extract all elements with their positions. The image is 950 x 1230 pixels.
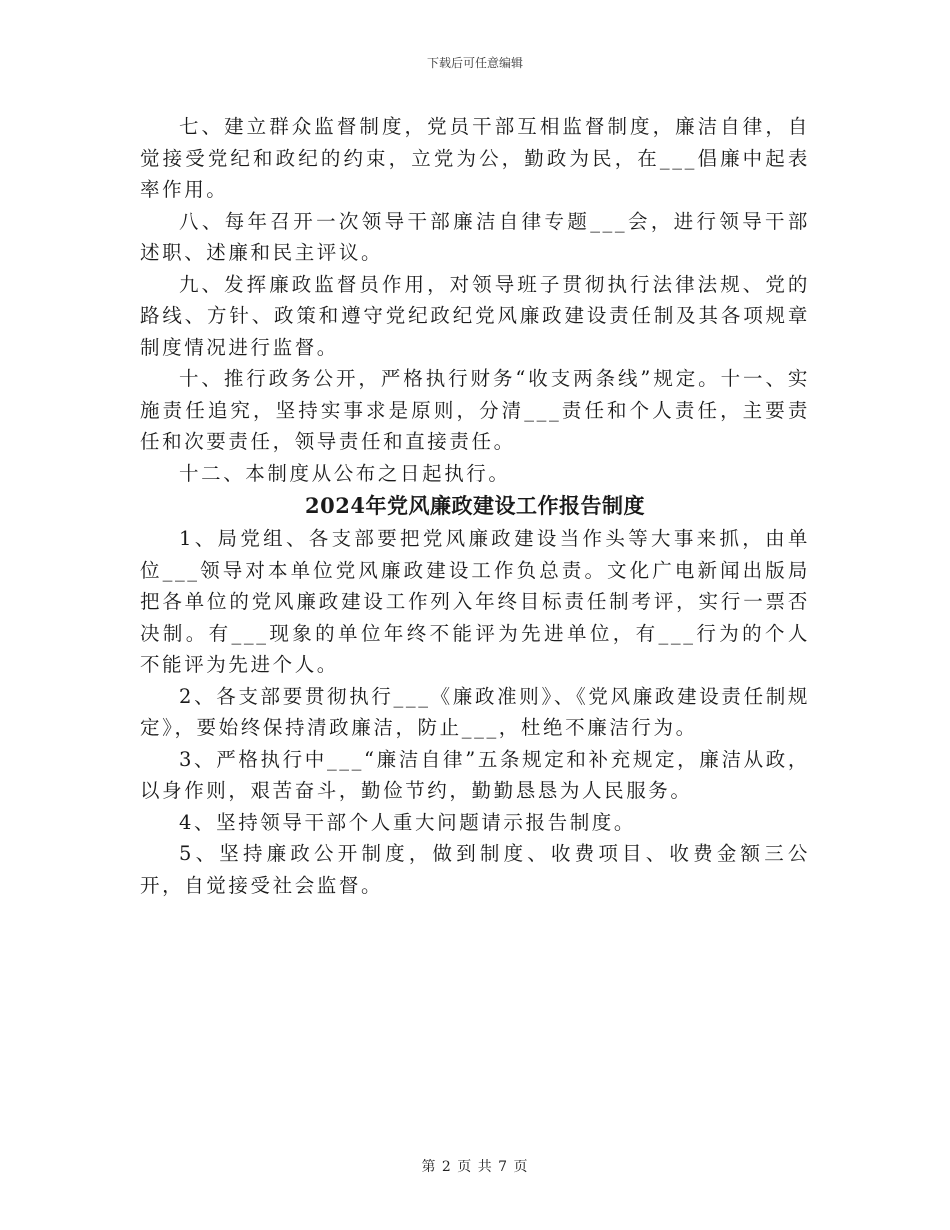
paragraph-rule-2: 2、各支部要贯彻执行___《廉政准则》、《党风廉政建设责任制规定》，要始终保持清政廉洁，防止___，杜绝不廉洁行为。 bbox=[140, 684, 810, 739]
paragraph-item-12: 十二、本制度从公布之日起执行。 bbox=[179, 461, 511, 485]
section-title: 2024年党风廉政建设工作报告制度 bbox=[305, 493, 645, 518]
paragraph-item-7: 七、建立群众监督制度，党员干部互相监督制度，廉洁自律，自觉接受党纪和政纪的约束，立党为公，勤政为民，在___倡廉中起表率作用。 bbox=[140, 115, 810, 201]
document-body bbox=[140, 111, 810, 901]
paragraph-rule-4: 4、坚持领导干部个人重大问题请示报告制度。 bbox=[179, 810, 637, 834]
page-footer: 第 2 页 共 7 页 bbox=[421, 1159, 529, 1175]
paragraph-item-9: 九、发挥廉政监督员作用，对领导班子贯彻执行法律法规、党的路线、方针、政策和遵守党纪政纪党风廉政建设责任制及其各项规章制度情况进行监督。 bbox=[140, 272, 810, 359]
page-header: 下载后可任意编辑 bbox=[426, 56, 523, 70]
paragraph-rule-5: 5、坚持廉政公开制度，做到制度、收费项目、收费金额三公开，自觉接受社会监督。 bbox=[140, 842, 810, 897]
paragraph-item-10-11: 十、推行政务公开，严格执行财务“收支两条线”规定。十一、实施责任追究，坚持实事求是原则，分清___责任和个人责任，主要责任和次要责任，领导责任和直接责任。 bbox=[140, 367, 810, 453]
paragraph-rule-3: 3、严格执行中___“廉洁自律”五条规定和补充规定，廉洁从政，以身作则，艰苦奋斗，勤俭节约，勤勤恳恳为人民服务。 bbox=[140, 747, 810, 802]
paragraph-rule-1: 1、局党组、各支部要把党风廉政建设当作头等大事来抓，由单位___领导对本单位党风廉政建设工作负总责。文化广电新闻出版局把各单位的党风廉政建设工作列入年终目标责任制考评，实行一票否决制。有___现象的单位年终不能评为先进单位，有___行为的个人不能评为先进个人。 bbox=[140, 527, 810, 676]
paragraph-item-8: 八、每年召开一次领导干部廉洁自律专题___会，进行领导干部述职、述廉和民主评议。 bbox=[140, 209, 810, 264]
